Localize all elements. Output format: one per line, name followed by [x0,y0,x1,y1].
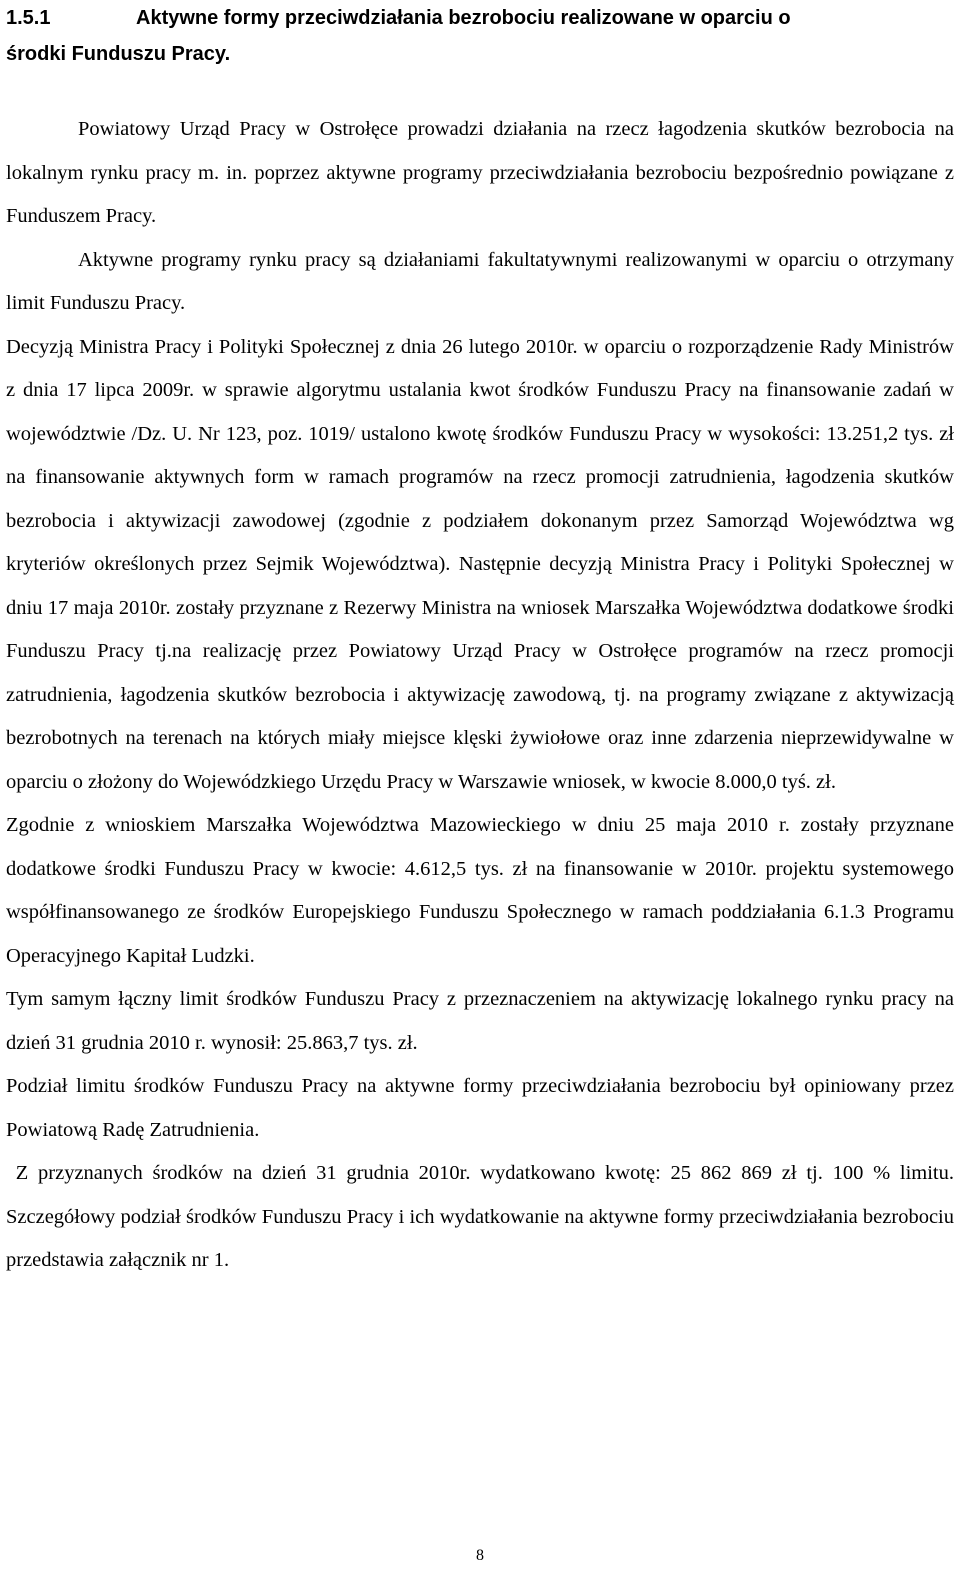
paragraph-minister-decision: Decyzją Ministra Pracy i Polityki Społecznej z dnia 26 lutego 2010r. w oparciu o rozporządzenie Rady Ministrów z dnia 17 lipca 2009r. w sprawie algorytmu ustalania kwot środków Funduszu Pracy na finansowanie zadań w województwie /Dz. U. Nr 123, poz. 1019/ ustalono kwotę środków Funduszu Pracy w wysokości: 13.251,2 tys. zł na finansowanie aktywnych form w ramach programów na rzecz promocji zatrudnienia, łagodzenia skutków bezrobocia i aktywizacji zawodowej (zgodnie z podziałem dokonanym przez Samorząd Województwa wg kryteriów określonych przez Sejmik Województwa). Następnie decyzją Ministra Pracy i Polityki Społecznej w dniu 17 maja 2010r. zostały przyznane z Rezerwy Ministra na wniosek Marszałka Województwa dodatkowe środki Funduszu Pracy tj.na realizację przez Powiatowy Urząd Pracy w Ostrołęce programów na rzecz promocji zatrudnienia, łagodzenia skutków bezrobocia i aktywizację zawodową, tj. na programy związane z aktywizacją bezrobotnych na terenach na których miały miejsce klęski żywiołowe oraz inne zdarzenia nieprzewidywalne w oparciu o złożony do Wojewódzkiego Urzędu Pracy w Warszawie wniosek, w kwocie 8.000,0 tyś. zł. [6,335,954,793]
section-heading [6,0,954,72]
paragraph-spending: Z przyznanych środków na dzień 31 grudnia 2010r. wydatkowano kwotę: 25 862 869 zł tj. 100 % limitu. Szczegółowy podział środków Funduszu Pracy i ich wydatkowanie na aktywne formy przeciwdziałania bezrobociu przedstawia załącznik nr 1. [6,1162,960,1271]
document-page [6,0,960,1283]
paragraph-active-programs: Aktywne programy rynku pracy są działaniami fakultatywnymi realizowanymi w oparciu o otrzymany limit Funduszu Pracy. [6,248,954,314]
paragraph-intro: Powiatowy Urząd Pracy w Ostrołęce prowadzi działania na rzecz łagodzenia skutków bezrobocia na lokalnym rynku pracy m. in. poprzez aktywne programy przeciwdziałania bezrobociu bezpośrednio powiązane z Funduszem Pracy. [6,118,954,227]
section-title-line1: Aktywne formy przeciwdziałania bezrobociu realizowane w oparciu o [136,7,791,29]
paragraph-limit-division: Podział limitu środków Funduszu Pracy na aktywne formy przeciwdziałania bezrobociu był opiniowany przez Powiatową Radę Zatrudnienia. [6,1075,954,1141]
section-title-line2: środki Funduszu Pracy. [6,43,231,65]
paragraph-marshal-request: Zgodnie z wnioskiem Marszałka Województwa Mazowieckiego w dniu 25 maja 2010 r. zostały przyznane dodatkowe środki Funduszu Pracy w kwocie: 4.612,5 tys. zł na finansowanie w 2010r. projektu systemowego współfinansowanego ze środków Europejskiego Funduszu Społecznego w ramach poddziałania 6.1.3 Programu Operacyjnego Kapitał Ludzki. [6,814,954,967]
page-number: 8 [476,1547,484,1564]
section-number: 1.5.1 [6,7,51,29]
spacer [6,72,954,108]
paragraph-total-limit: Tym samym łączny limit środków Funduszu Pracy z przeznaczeniem na aktywizację lokalnego rynku pracy na dzień 31 grudnia 2010 r. wynosił: 25.863,7 tys. zł. [6,988,954,1054]
